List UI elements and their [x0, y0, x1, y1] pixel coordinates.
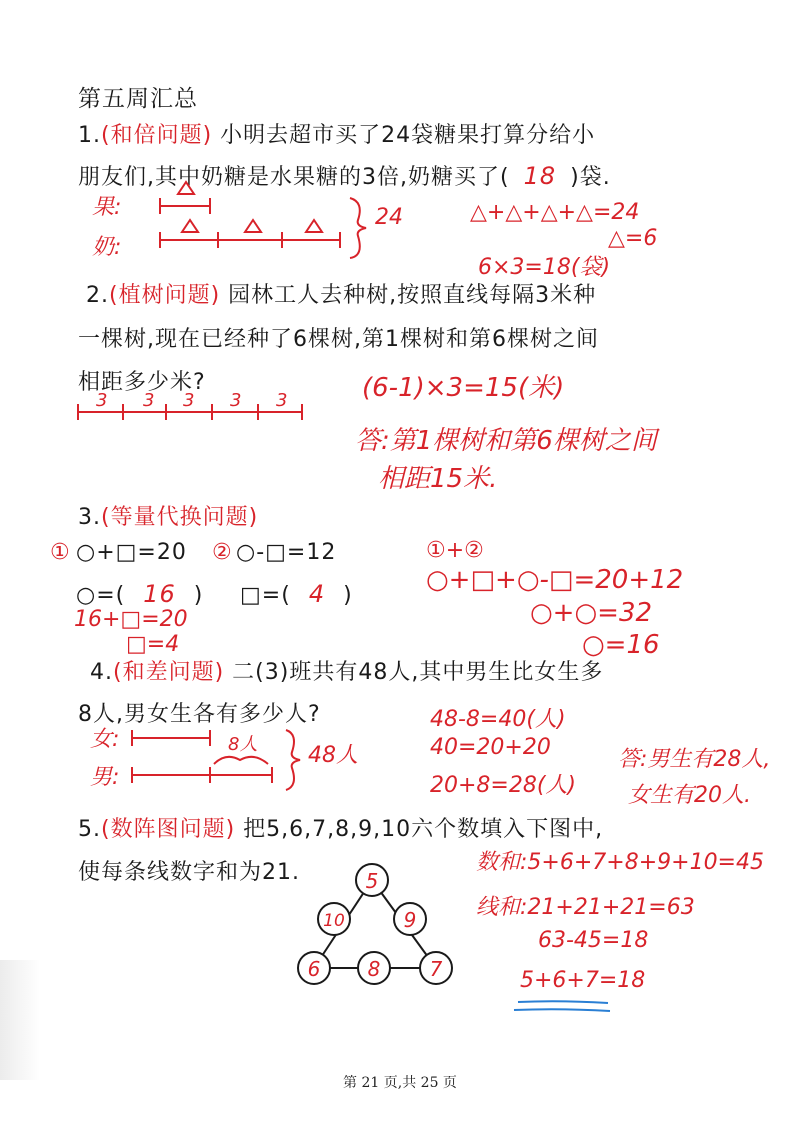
q4-total: 48人: [308, 743, 358, 768]
q1-text-line2a: 朋友们,其中奶糖是水果糖的3倍,奶糖买了(: [78, 165, 510, 190]
q2-seg-5: 3: [276, 390, 288, 411]
q3-work-left-2: □=4: [126, 632, 180, 657]
q1-fruit-bar: [160, 182, 210, 214]
q3-tag: (等量代换问题): [101, 505, 259, 530]
q4-work-1: 48-8=40(人): [430, 707, 566, 732]
q5-work-3: 63-45=18: [538, 928, 649, 953]
q2-seg-1: 3: [96, 390, 108, 411]
q1-milk-bar: [160, 220, 340, 248]
q3-eq1-mark: ①: [50, 540, 70, 565]
q2-text-line3: 相距多少米?: [78, 370, 206, 395]
q1-text-line2b: )袋.: [570, 165, 611, 190]
svg-text:8: 8: [367, 957, 381, 981]
q2-seg-2: 3: [143, 390, 155, 411]
q1-work-1: △+△+△+△=24: [470, 200, 640, 225]
q5-node-bottom-left: [298, 952, 330, 984]
q1-work-2: △=6: [608, 226, 658, 251]
q4-diff: 8人: [228, 734, 258, 755]
q4-text-line2: 8人,男女生各有多少人?: [78, 702, 321, 727]
q3-circle-label: ○=(: [76, 583, 126, 608]
q4-tag: (和差问题): [113, 660, 225, 685]
q2-number: 2.: [86, 283, 109, 308]
q1-tag: (和倍问题): [101, 123, 213, 148]
q5-node-right-mid: [394, 903, 426, 935]
page-title: 第五周汇总: [78, 86, 198, 112]
q5-work-1: 数和:5+6+7+8+9+10=45: [476, 850, 764, 875]
q2-answer-line2: 相距15米.: [378, 464, 498, 494]
svg-text:5: 5: [365, 869, 379, 893]
q1-answer: 18: [523, 162, 557, 190]
q2-seg-3: 3: [183, 390, 195, 411]
q5-node-bottom-right: [420, 952, 452, 984]
q2-text-line1: 园林工人去种树,按照直线每隔3米种: [228, 283, 597, 308]
q5-work-4: 5+6+7=18: [520, 968, 646, 993]
q4-number: 4.: [90, 660, 113, 685]
scan-shadow: [0, 960, 40, 1080]
q4-girl-bar: [132, 730, 210, 746]
q4-label-boy: 男:: [90, 765, 120, 790]
q3-work-right-3: ○+○=32: [530, 598, 653, 628]
q4-work-3: 20+8=28(人): [430, 773, 577, 798]
q5-text-line2: 使每条线数字和为21.: [78, 860, 300, 885]
q1-label-milk: 奶:: [92, 235, 122, 260]
q1-brace: [350, 198, 366, 258]
q3-square-value: 4: [308, 580, 326, 608]
q4-work-2: 40=20+20: [430, 735, 551, 760]
q4-text-line1: 二(3)班共有48人,其中男生比女生多: [232, 660, 604, 685]
q1-work-3: 6×3=18(袋): [478, 255, 611, 280]
page-footer: 第 21 页,共 25 页: [343, 1075, 457, 1091]
q3-square-label: □=(: [240, 583, 291, 608]
q5-number-triangle: [298, 864, 452, 984]
q2-seg-4: 3: [230, 390, 242, 411]
q2-tag: (植树问题): [109, 283, 221, 308]
q3-work-right-2: ○+□+○-□=20+12: [426, 565, 684, 595]
q4-label-girl: 女:: [90, 727, 120, 752]
q4-boy-bar: [132, 757, 272, 783]
q5-tag: (数阵图问题): [101, 817, 236, 842]
q5-node-bottom-mid: [358, 952, 390, 984]
q3-work-right-4: ○=16: [582, 630, 660, 660]
q3-work-right-1: ①+②: [426, 538, 484, 563]
svg-text:7: 7: [429, 957, 443, 981]
q2-number-line: [78, 404, 302, 420]
svg-text:6: 6: [307, 957, 321, 981]
q4-brace: [286, 730, 300, 790]
q2-answer-line1: 答:第1棵树和第6棵树之间: [355, 426, 657, 456]
q3-equation-2: ○-□=12: [236, 540, 337, 565]
q4-answer-line1: 答:男生有28人,: [618, 747, 771, 772]
q3-eq2-mark: ②: [212, 540, 232, 565]
svg-text:10: 10: [323, 911, 345, 931]
q5-node-left-mid: [318, 903, 350, 935]
worksheet-page: 第五周汇总 1.(和倍问题) 小明去超市买了24袋糖果打算分给小 朋友们,其中奶糖是水果糖的3倍,奶糖买了( 18 )袋. 果: 奶: 24 △+△+△+△=24 △=6 6×3=18(袋) 2.(植树问题) 园林工人去种树,按照直线每隔3米种 一棵树,现在已经种了6棵树,第1棵树和第6棵树之间 相距多少米? 3 3 3 3 3 (6-1)×3=15(米) 答:第1棵树和第6棵树之间 相距15米. 3.(等量代换问题) ① ○+□=20 ② ○-□=12 ○=( 16 ) □=( 4 ) 16+□=20 □=4 ①+② ○+□+○-□=20+12 ○+○=32 ○=16 4.(和差问题) 二(3)班共有48人,其中男生比女生多 8人,男女生各有多少人? 女: 男: 8人 48人 48-8=40(人) 40=20+20 20+8=28(人) 答:男生有28人, 女生有20人. 5.(数阵图问题) 把5,6,7,8,9,10六个数填入下图中, 使每条线数字和为21. 数和:5+6+7+8+9+10=45 线和:21+21+21=63 63-45=18 5+6+7=18 5 10 9 6 8 7 第 21 页,共 25 页: [0, 0, 800, 1132]
q1-brace-total: 24: [375, 205, 403, 230]
q1-label-fruit: 果:: [92, 195, 122, 220]
q4-answer-line2: 女生有20人.: [628, 783, 751, 808]
q5-text-line1: 把5,6,7,8,9,10六个数填入下图中,: [243, 817, 604, 842]
svg-text:9: 9: [403, 908, 417, 932]
q2-work: (6-1)×3=15(米): [362, 373, 565, 403]
q5-node-top: [356, 864, 388, 896]
q3-work-left-1: 16+□=20: [74, 607, 188, 632]
q2-text-line2: 一棵树,现在已经种了6棵树,第1棵树和第6棵树之间: [78, 327, 599, 352]
q3-circle-value: 16: [143, 580, 176, 608]
q5-work-2: 线和:21+21+21=63: [476, 895, 695, 920]
q5-blue-underline: [514, 1001, 610, 1011]
q1-text-line1: 小明去超市买了24袋糖果打算分给小: [220, 123, 596, 148]
q3-number: 3.: [78, 505, 101, 530]
q5-number: 5.: [78, 817, 101, 842]
q1-number: 1.: [78, 123, 101, 148]
q3-equation-1: ○+□=20: [76, 540, 187, 565]
